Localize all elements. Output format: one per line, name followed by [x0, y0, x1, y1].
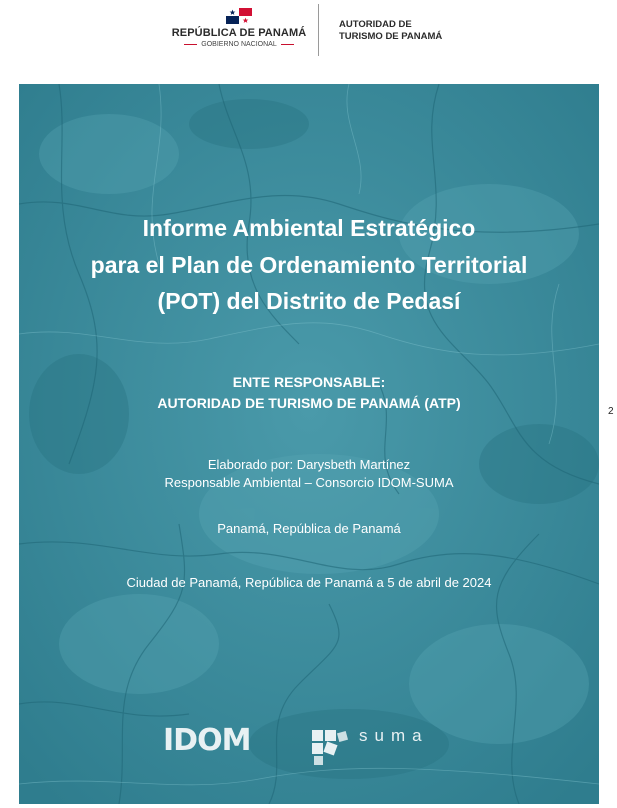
red-dash-left — [184, 44, 197, 45]
page-number: 2 — [608, 406, 614, 417]
atp-title — [339, 19, 442, 43]
suma-logo-text: suma — [359, 726, 429, 745]
date-line: Ciudad de Panamá, República de Panamá a 5 de abril de 2024 — [126, 575, 492, 590]
panama-flag-icon — [226, 8, 252, 24]
idom-logo: IDOM — [163, 723, 251, 758]
government-subtitle-text: GOBIERNO NACIONAL — [201, 41, 277, 48]
page-header — [0, 0, 617, 70]
author-role: Responsable Ambiental – Consorcio IDOM-SUMA — [164, 475, 454, 490]
cover-panel — [19, 84, 599, 804]
cover-title-line3: (POT) del Distrito de Pedasí — [157, 288, 461, 314]
header-divider — [318, 4, 319, 56]
responsible-entity-name: AUTORIDAD DE TURISMO DE PANAMÁ (ATP) — [157, 395, 461, 411]
satellite-texture-background — [19, 84, 599, 804]
atp-title-line1: AUTORIDAD DE — [339, 19, 412, 30]
government-subtitle — [168, 41, 310, 48]
atp-title-line2: TURISMO DE PANAMÁ — [339, 31, 443, 42]
cover-title-line1: Informe Ambiental Estratégico — [142, 215, 476, 241]
responsible-entity-label: ENTE RESPONSABLE: — [232, 374, 386, 390]
red-dash-right — [281, 44, 294, 45]
suma-logo-icon — [312, 730, 350, 766]
government-title: REPÚBLICA DE PANAMÁ — [171, 27, 307, 39]
cover-title-line2: para el Plan de Ordenamiento Territorial — [90, 252, 528, 278]
location: Panamá, República de Panamá — [217, 521, 401, 536]
prepared-by: Elaborado por: Darysbeth Martínez — [207, 457, 411, 472]
